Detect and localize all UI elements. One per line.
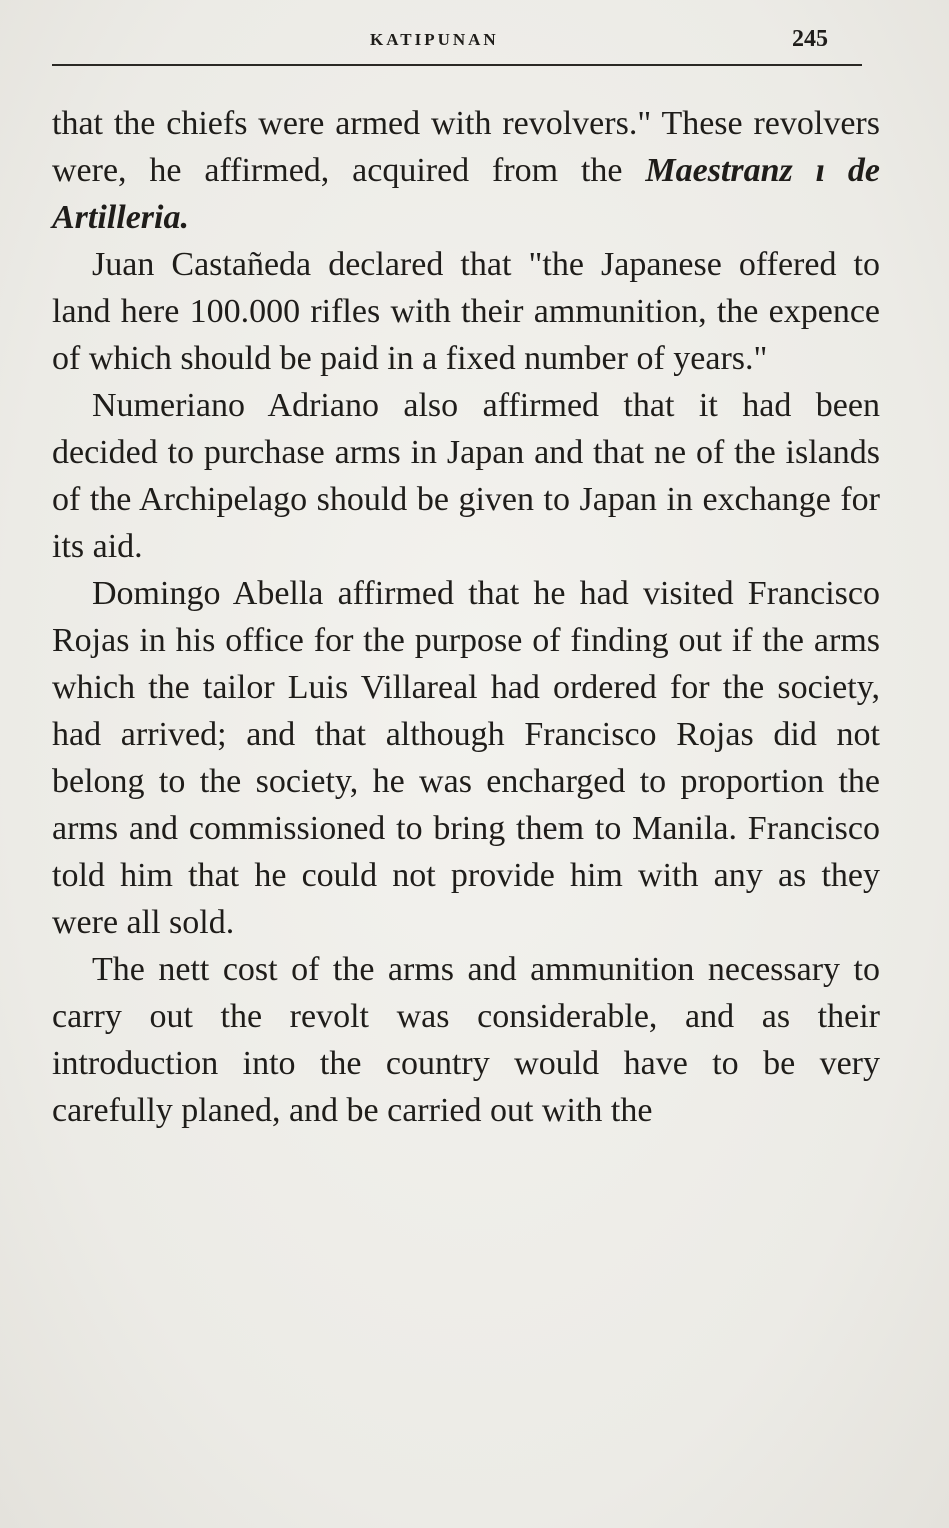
page-number: 245 (792, 26, 828, 52)
paragraph-5 (52, 946, 880, 1134)
body-text (52, 100, 880, 1134)
running-title: KATIPUNAN (370, 30, 499, 49)
paragraph-4 (52, 570, 880, 946)
running-head (52, 26, 862, 66)
paragraph-1 (52, 100, 880, 241)
paragraph-1-italic: Maestranz ı de Artilleria. (52, 152, 880, 236)
paragraph-1-text: that the chiefs were armed with revolvers." These revolvers were, he affirmed, acquired from the (52, 105, 880, 189)
paragraph-4-text: Domingo Abella affirmed that he had visited Francisco Rojas in his office for the purpose of finding out if the arms which the tailor Luis Villareal had ordered for the society, had arrived; and that although Francisco Rojas did not belong to the society, he was encharged to proportion the arms and commissioned to bring them to Manila. Francisco told him that he could not provide him with any as they were all sold. (52, 575, 880, 941)
paragraph-5-text: The nett cost of the arms and ammunition necessary to carry out the revolt was considerable, and as their introduction into the country would have to be very carefully planed, and be carried out with the (52, 951, 880, 1129)
paragraph-2 (52, 241, 880, 382)
paragraph-3-text: Numeriano Adriano also affirmed that it had been decided to purchase arms in Japan and that ne of the islands of the Archipelago should be given to Japan in exchange for its aid. (52, 387, 880, 565)
paragraph-3 (52, 382, 880, 570)
header-rule (52, 64, 862, 66)
paragraph-2-text: Juan Castañeda declared that "the Japanese offered to land here 100.000 rifles with their ammunition, the expence of which should be paid in a fixed number of years." (52, 246, 880, 377)
